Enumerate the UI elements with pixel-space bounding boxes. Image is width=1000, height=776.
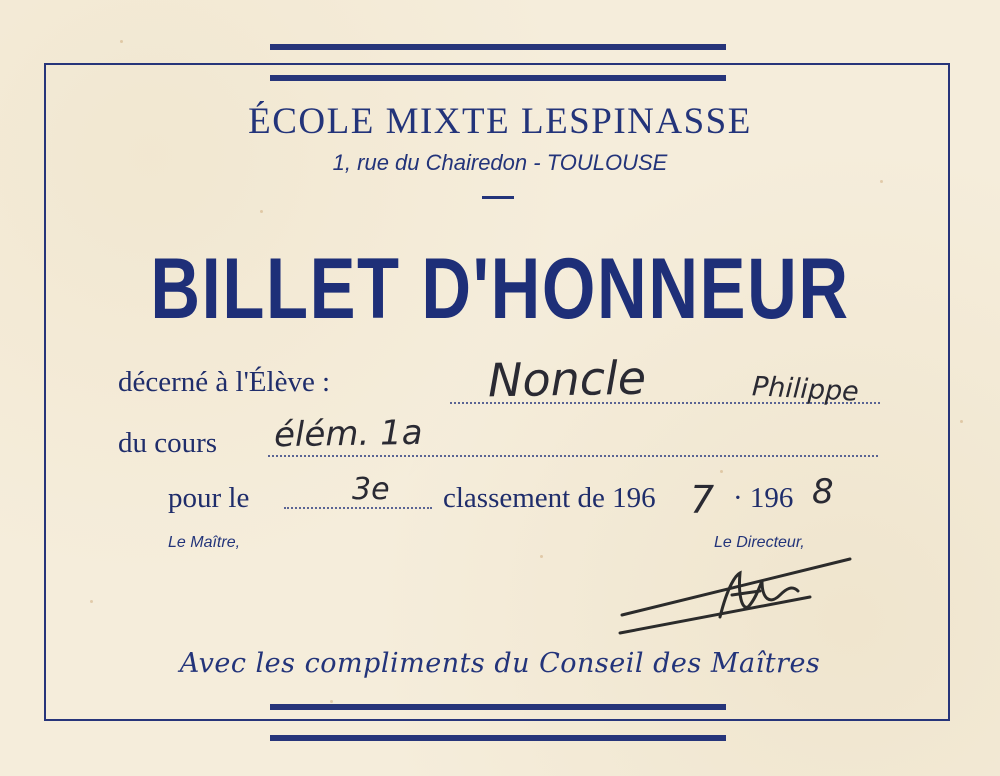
paper-speck: [120, 40, 123, 43]
cours-label: du cours: [118, 427, 218, 459]
year-start-digit: 7: [690, 478, 715, 522]
maitre-label: Le Maître,: [168, 534, 241, 551]
year-separator: · 196: [733, 482, 794, 514]
cours-value: élém. 1a: [273, 412, 423, 456]
certificate-title: BILLET D'HONNEUR: [150, 241, 850, 337]
cours-dotted-line: [268, 455, 878, 457]
classement-label: classement de 196: [443, 482, 656, 514]
top-rule-upper: [270, 44, 726, 50]
paper-speck: [960, 420, 963, 423]
school-address: 1, rue du Chairedon - TOULOUSE: [332, 150, 668, 175]
bottom-rule-upper: [270, 704, 726, 710]
rank-dotted-line: [284, 507, 432, 509]
year-end-digit: 8: [812, 472, 834, 512]
separator-dash: [482, 196, 514, 199]
rank-value: 3e: [352, 472, 390, 507]
bottom-rule-lower: [270, 735, 726, 741]
eleve-label: décerné à l'Élève :: [118, 366, 331, 398]
director-signature: [610, 555, 870, 645]
pour-label: pour le: [168, 482, 250, 514]
compliments-line: Avec les compliments du Conseil des Maîtres: [179, 648, 821, 679]
school-name: ÉCOLE MIXTE LESPINASSE: [248, 101, 752, 142]
eleve-surname: Noncle: [487, 350, 647, 408]
eleve-firstname: Philippe: [751, 371, 860, 408]
directeur-label: Le Directeur,: [714, 534, 805, 551]
